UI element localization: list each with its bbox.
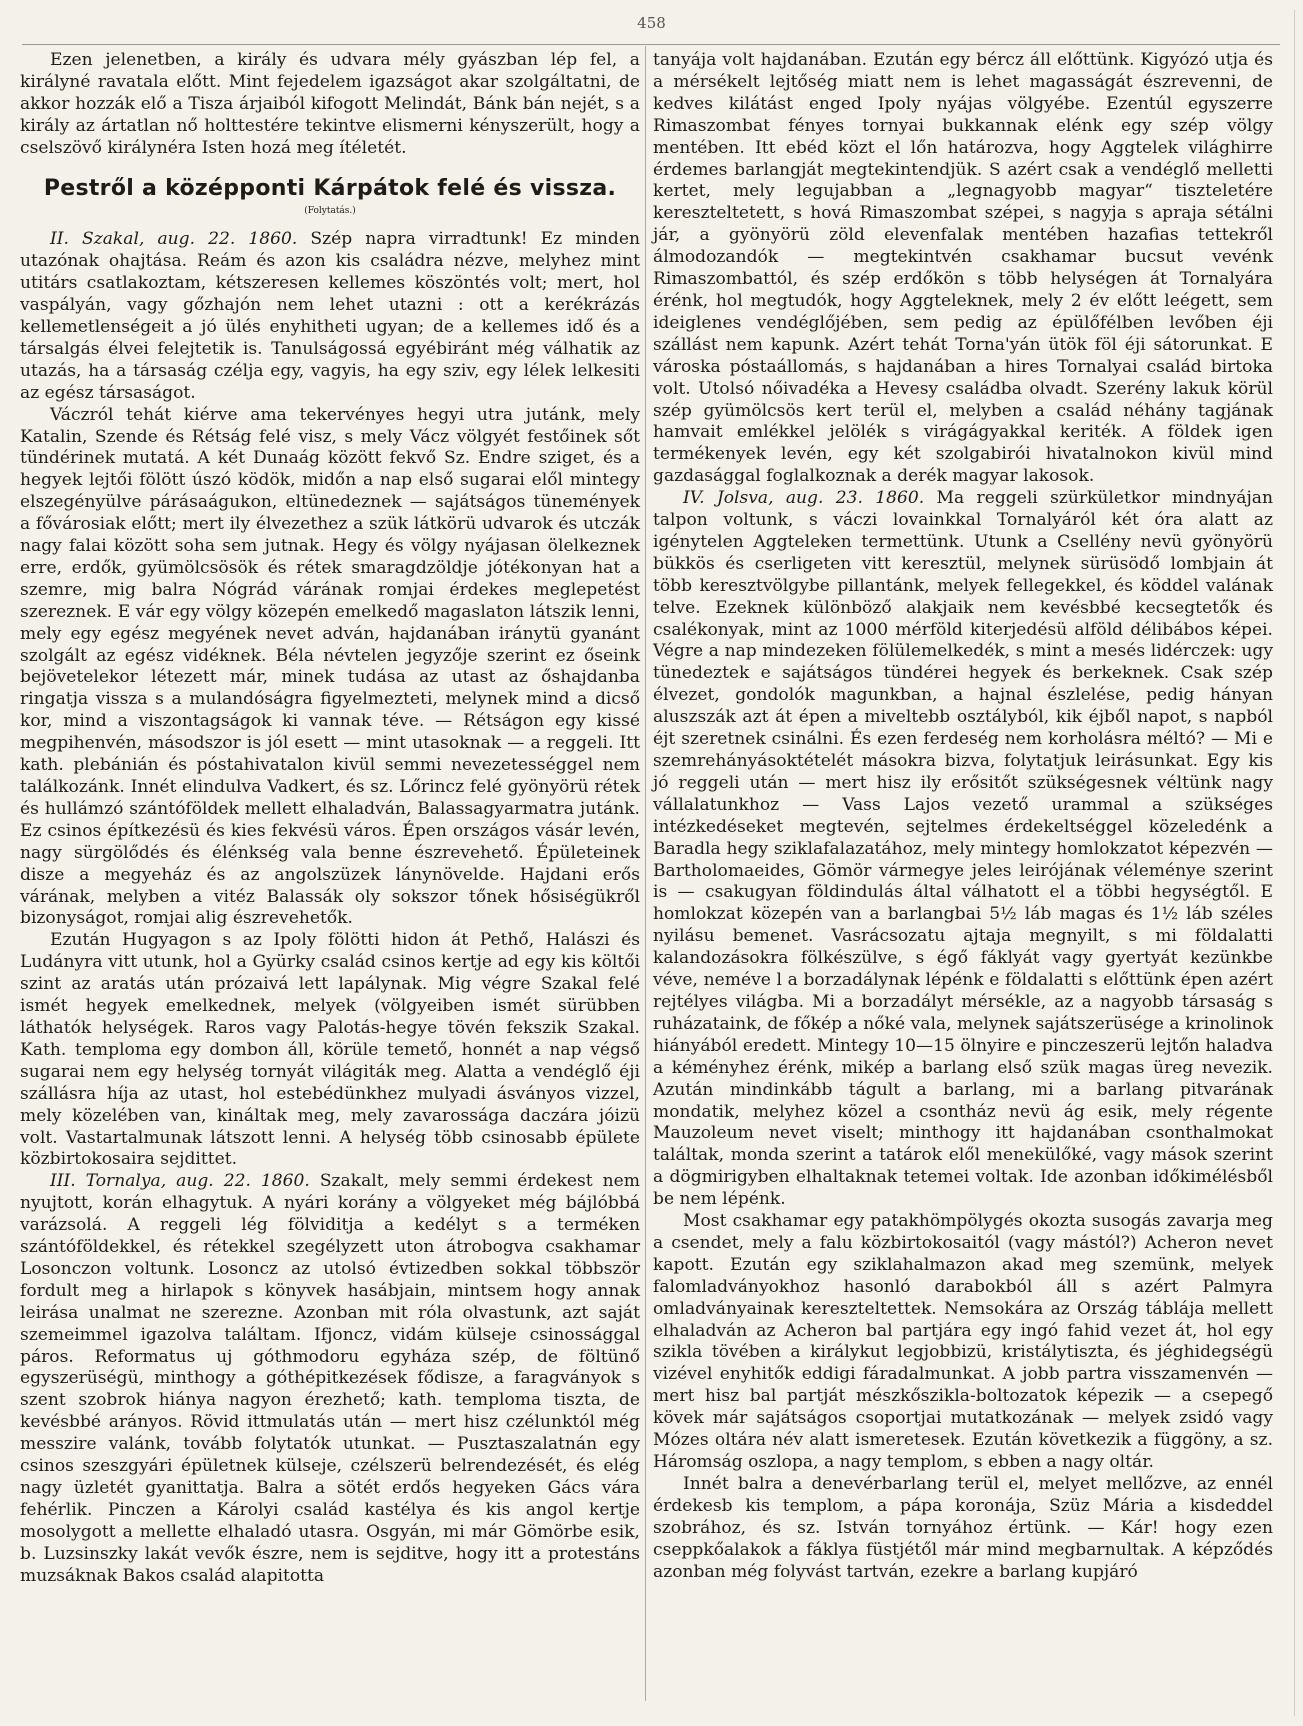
paragraph-text: Szakalt, mely semmi érdekest nem nyujtott, korán elhagytuk. A nyári korány a völgyeket még bájlóbbá varázsolá. A reggeli lég fölviditja a kedélyt s a terméken szántóföldekkel, és rétekkel szegélyzett uton átrobogva csakhamar Losonczon voltunk. Losoncz az utolsó évtizedben sokkal többször fordult meg a hirlapok s könyvek hasábjain, mintsem hogy annak leirása unalmat ne szerezne. Azonban mit róla olvastunk, azt saját szemeimmel igazolva találtam. Ifjoncz, vidám külseje csinossággal páros. Reformatus uj góthmodoru egyháza szép, de föltünő egyszerüségü, minthogy a góthépitkezések fődisze, a faragványok s szent szobrok hiánya nagyon érezhető; kath. temploma tiszta, de kevésbbé arányos. Rövid ittmulatás után — mert hisz czélunktól még messzire valánk, tovább folytatók utunkat. — Pusztaszalatnán egy csinos szeszgyári épületnek külseje, czélszerü belrendezését, és elég nagy üzletét gyanittatja. Balra a sötét erdős hegyeken Gács vára fehérlik. Pinczen a Károlyi család kastélya és kis angol kertje mosolygott a mellette elhaladó utasra. Osgyán, mi már Gömörbe esik, b. Luzsinszky lakát vevők észre, nem is sejditve, hogy itt a protestáns muzsáknak Bakos család alapitotta [20, 1171, 641, 1586]
paragraph: Innét balra a denevérbarlang terül el, melyet mellőzve, az ennél érdekesb kis templom, a pápa koronája, Szüz Mária a kisdeddel szobrához, és sz. István tornyához értünk. — Kár! hogy ezen cseppkőalakok a fáklya füstjétől már mind megbarnultak. A képződés azonban még folyvást tartván, ezekre a barlang kupjáró [653, 1473, 1273, 1582]
page-edge [1294, 10, 1295, 1716]
column-divider [645, 46, 646, 1701]
top-rule [22, 44, 1280, 45]
article-heading: Pestről a középponti Kárpátok felé és vissza. [43, 175, 617, 201]
paragraph: Váczról tehát kiérve ama tekervényes hegyi utra jutánk, mely Katalin, Szende és Rétság felé visz, s mely Vácz völgyét festőinek sőt tündérinek mutatá. A két Dunaág között fekvő Sz. Endre sziget, és a hegyek lejtői fölött úszó ködök, midőn a nap első sugarai elől mintegy elszegényülve párásaágukon, eltünedeznek — sajátságos tünemények a fővárosiak előtt; mert ily élvezethez a szük látkörü udvarok és utczák nagy falai között soha sem jutnak. Hegy és völgy nyájasan ölelkeznek erre, erdők, gyümölcsösök és rétek smaragdzöldje jótékonyan hat a szemre, mig balra Nógrád várának romjai érdekes meglepetést szereznek. E vár egy völgy közepén emelkedő magaslaton látszik lenni, mely egy egész megyének nevet adván, hajdanában iránytü gyanánt szolgált az egész vidéknek. Béla névtelen jegyzője szerint ez őseink bejövetelekor létezett már, minek tudása az utast az őshajdanba ringatja vissza s a mulandóságra figyelmezteti, melynek mind a dicső kor, mind a viszontagságok ki vannak téve. — Rétságon egy kissé megpihenvén, másodszor is jól esett — mint utasoknak — a reggeli. Itt kath. plebánián és póstahivatalon kivül semmi nevezetességgel nem találkozánk. Innét elindulva Vadkert, és sz. Lőrincz felé gyönyörü rétek és hullámzó szántóföldek mellett elhaladván, Balassagyarmatra jutánk. Ez csinos építkezésü és kies fekvésü város. Épen országos vásár levén, nagy sürgölődés és élénkség vala benne észrevehető. Épületeinek disze a megyeház és az angolszüzek lánynövelde. Hajdani erős várának, melyben a vitéz Balassák oly sokszor tőnek hősiségükről bizonyságot, romjai alig észrevehetők. [20, 404, 640, 929]
dateline: IV. Jolsva, aug. 23. 1860. [683, 488, 925, 509]
article-subtitle: (Folytatás.) [304, 206, 356, 217]
paragraph: Most csakhamar egy patakhömpölygés okozta susogás zavarja meg a csendet, mely a falu közbirtokosaitól (vagy mástól?) Acheron nevet kapott. Ezután egy sziklahalmazon akad meg szemünk, melyek falomladványokhoz hasonló darabokból áll s azért Palmyra omladványainak kereszteltettek. Nemsokára az Ország táblája mellett elhaladván az Acheron bal partjára egy ingó fahid vezet át, hol egy szikla tövében a királykut legjobbizü, kristálytiszta, és jéghidegségü vizével enyhitők eddigi fáradalmunkat. A jobb partra visszamenvén — mert hisz bal partját mészkőszikla-boltozatok képezik — a csepegő kövek már sajátságos csoportjai mutatkozának — melyek zsidó vagy Mózes oltára név alatt ismeretesek. Ezután következik a függöny, a sz. Háromság oszlopa, a nagy templom, s ebben a nagy oltár. [653, 1211, 1273, 1472]
paragraph: Ezen jelenetben, a király és udvara mély gyászban lép fel, a királyné ravatala előtt. Mint fejedelem igazságot akar szolgáltatni, de akkor hozzák elő a Tisza árjaiból kifogott Melindát, Bánk bán nejét, s a király az ártatlan nő holttestére tekintve elismerni kényszerült, hogy a cselszövő királynéra Isten hozá meg ítéletét. [20, 50, 640, 158]
dateline: III. Tornalya, aug. 22. 1860. [50, 1171, 310, 1192]
paragraph-text: Szép napra virradtunk! Ez minden utazónak ohajtása. Reám és azon kis családra nézve, melyhez mint utitárs csatlakoztam, kétszeresen kellemes köszöntés volt; mert, hol vaspályán, vagy gőzhajón nem lehet utazni : ott a kerékrázás kellemetlenségeit a jó ülés enyhitheti ugyan; de a kellemes idő és a társalgás élvei felejtetik is. Tanulságossá egyébiránt még válhatik az utazás, ha a társaság czélja egy, vagyis, ha egy sziv, egy lélek lelkesiti az egész társaságot. [20, 229, 640, 403]
right-column [653, 50, 1273, 1583]
paragraph: Ezután Hugyagon s az Ipoly fölötti hidon át Pethő, Halászi és Ludányra vitt utunk, hol a Gyürky család csinos kertje ad egy kis költői szint az aratás után prózaivá lett lapálynak. Mig végre Szakal felé ismét hegyek emelkednek, melyek (völgyeiben ismét sürübben láthatók helységek. Raros vagy Palotás-hegye tövén fekszik Szakal. Kath. temploma egy dombon áll, körüle temető, honnét a nap végső sugarai nem egy helység tornyát világiták meg. Alatta a vendéglő éji szállásra híja az utast, hol estebédünkhez mulyadi ásványos vizzel, mely közelében van, kináltak meg, mely zavarossága daczára jóizü volt. Vastartalmunak látszott lenni. A helység több csinosabb épülete közbirtokosaira sejdittet. [20, 930, 640, 1170]
paragraph [20, 1171, 640, 1587]
page-number: 458 [637, 14, 666, 32]
paragraph: tanyája volt hajdanában. Ezután egy bércz áll előttünk. Kigyózó utja és a mérsékelt lejtőség miatt nem is lehet magasságát észrevenni, de kedves kilátást enged Ipoly nyájas völgyébe. Ezentúl egyszerre Rimaszombat fényes tornyai bukkannak elénk egy szép völgy mentében. Itt ebéd közt el lőn határozva, hogy Aggtelek világhirre érdemes barlangját megtekintendjük. S azért csak a vendéglő melletti kertet, mely legujabban a „legnagyobb magyar“ tiszteletére kereszteltetett, s hová Rimaszombat szépei, s nagyja s apraja sétálni jár, a gyönyörü zöld elevenfalak mentében hazafias tettekről álmodozandók — megtekintvén csakhamar bucsut vevénk Rimaszombattól, és szép erdőkön s több helységen át Tornalyára érénk, hol megtudók, hogy Aggteleknek, mely 2 év előtt leégett, sem ideiglenes vendéglőjében, sem pedig az épülőfélben levőben éji szállást nem kapunk. Azért tehát Torna'yán ütök föl éji sátorunkat. E városka póstaállomás, s hajdanában a hires Tornalyai család birtoka volt. Utolsó nőivadéka a Hevesy családba olvadt. Szerény lakuk körül szép gyümölcsös kert terül el, melyben a család néhány tagjának hamvait emlékkel jelölék s virágágyakkal keriték. A földek igen termékenyek levén, egy két szolgabirói hivatalnokon kivül mind gazdasággal foglalkoznak a derék magyar lakosok. [653, 50, 1273, 487]
paragraph-text: Ma reggeli szürkületkor mindnyájan talpon voltunk, s váczi lovainkkal Tornalyáról két óra alatt az igénytelen Aggteleken termettünk. Utunk a Csellény nevü gyönyörü bükkös és cserligeten vitt keresztül, melynek sürüsödő lombjain át több keresztvölgybe pillantánk, melyek fellegekkel, és köddel valának telve. Ezeknek különböző alakjaik nem kevésbbé kecsegtetők és csalékonyak, mint az 1000 mérföld kiterjedésü alföld délibábos képei. Végre a nap mindezeken fölülemelkedék, s mint a mesés lidérczek: ugy tünedeztek e sajátságos tündérei hegyek és berkeknek. Csak szép élvezet, gondolók magunkban, a hajnal észlelése, pedig hányan aluszszák azt át épen a miveltebb osztályból, kik éjből napot, s napból éjt szeretnek csinálni. És ezen ferdeség nem korholásra méltó? — Mi e szemrehányásoktételét másokra bizva, folytatjuk leirásunkat. Egy kis jó reggeli után — mert hisz ily erősitőt szükségesnek véltünk nagy vállalatunkhoz — Vass Lajos vezető urammal a szükséges intézkedéseket megtevén, sejtelmes érdekeltséggel közeledénk a Baradla hegy sziklafalazatához, mely mintegy homlokzatot képezvén — Bartholomaeides, Gömör vármegye jeles leirójának véleménye szerint is — csakugyan földindulás által válhatott el a többi hegységtől. E homlokzat közepén van a barlangbai 5½ láb magas és 1½ láb széles nyilásu bemenet. Vasrácsozatu ajtaja megnyilt, s mi földalatti kalandozásokra fölkészülve, s égő fáklyát vagy gyertyát kezünkbe véve, neméve l a borzadálynak lépénk e földalatti s előttünk épen azért rejtélyes világba. Mi a borzadályt mérsékle, az a nagyobb társaság s ruházataink, de főkép a nőké vala, melynek sajátszerüsége a krinolinok hiányából eredett. Mintegy 10—15 ölnyire e pinczeszerü lejtőn haladva a kéményhez érénk, mikép a barlang első szük magas üreg nevezik. Azután mindinkább tágult a barlang, mi a barlang pitvarának mondatik, melyhez közel a csontház nevü ág esik, mely régente Mauzoleum nevet viselt; minthogy itt hajdanában csonthalmokat találtak, monda szerint a tatárok elől menekülőké, vagy mások szerint a dögmirigyben elhaltaknak tetemei voltak. Ide azonban időkimélésből be nem lépénk. [653, 488, 1273, 1210]
paragraph [20, 229, 640, 404]
left-column [20, 50, 640, 1588]
paragraph [653, 488, 1273, 1211]
dateline: II. Szakal, aug. 22. 1860. [50, 229, 298, 250]
